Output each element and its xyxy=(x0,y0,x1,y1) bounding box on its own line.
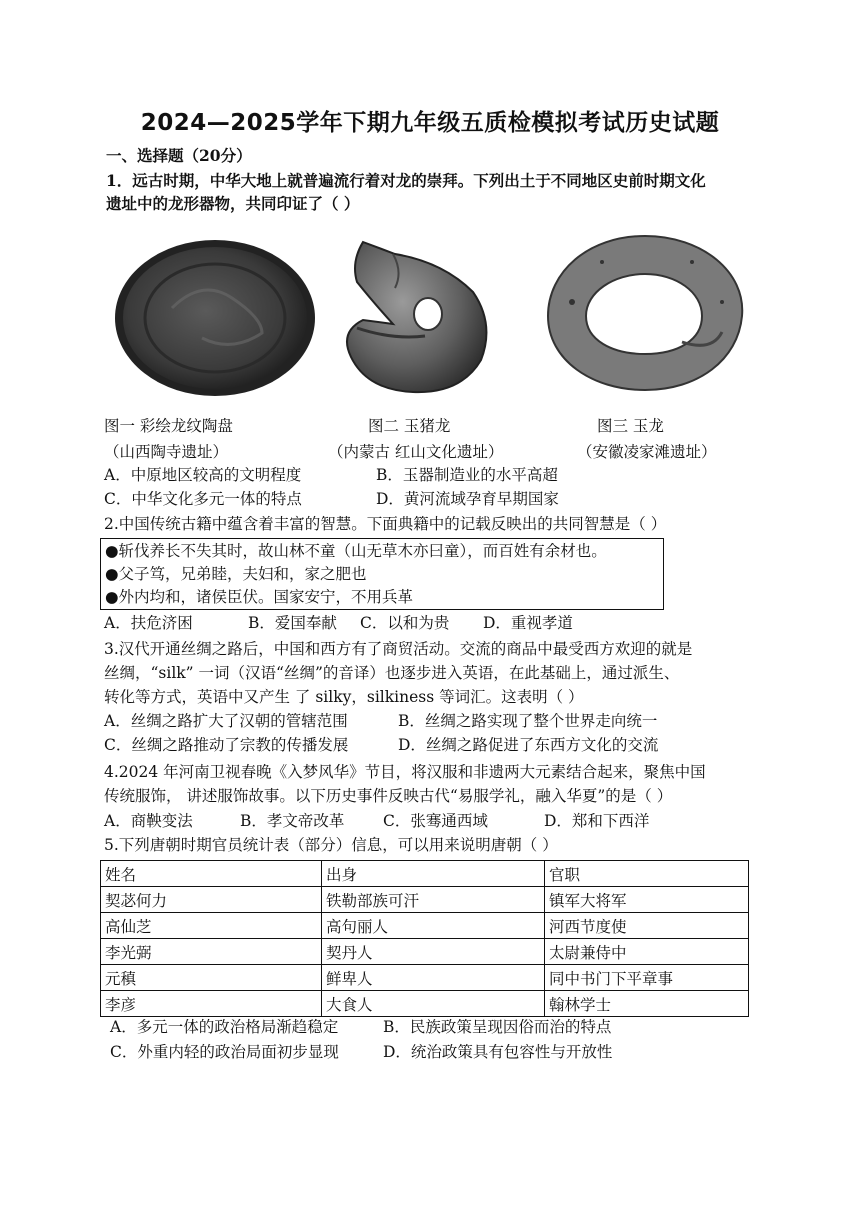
figure3-caption: 图三 玉龙 xyxy=(597,417,664,435)
table-header-office: 官职 xyxy=(545,861,749,887)
table-cell-office: 河西节度使 xyxy=(545,913,749,939)
table-cell-name: 李光弼 xyxy=(101,939,322,965)
q1-option-b[interactable]: B．玉器制造业的水平高超 xyxy=(376,466,558,484)
q1-option-c[interactable]: C．中华文化多元一体的特点 xyxy=(104,490,302,508)
table-cell-office: 镇军大将军 xyxy=(545,887,749,913)
table-cell-origin: 大食人 xyxy=(322,991,545,1017)
jade-dragon-ring-icon xyxy=(542,232,748,394)
table-row xyxy=(101,913,749,939)
q2-stem: 2.中国传统古籍中蕴含着丰富的智慧。下面典籍中的记载反映出的共同智慧是（ ） xyxy=(104,515,667,533)
table-cell-office: 太尉兼侍中 xyxy=(545,939,749,965)
q5-option-a[interactable]: A．多元一体的政治格局渐趋稳定 xyxy=(110,1018,339,1036)
table-row xyxy=(101,991,749,1017)
table-cell-origin: 铁勒部族可汗 xyxy=(322,887,545,913)
q3-stem-line2: 丝绸，“silk” 一词（汉语“丝绸”的音译）也逐步进入英语，在此基础上，通过派生、 xyxy=(104,664,680,682)
officials-table xyxy=(100,860,749,1017)
q4-option-a[interactable]: A．商鞅变法 xyxy=(104,812,193,830)
q4-option-c[interactable]: C．张骞通西域 xyxy=(383,812,488,830)
q5-option-c[interactable]: C．外重内轻的政治局面初步显现 xyxy=(110,1043,339,1061)
q2-option-a[interactable]: A．扶危济困 xyxy=(104,614,193,632)
table-row xyxy=(101,939,749,965)
table-cell-name: 契苾何力 xyxy=(101,887,322,913)
q3-option-a[interactable]: A．丝绸之路扩大了汉朝的管辖范围 xyxy=(104,712,348,730)
q4-option-d[interactable]: D．郑和下西洋 xyxy=(544,812,650,830)
section-heading: 一、选择题（20分） xyxy=(106,146,252,165)
table-cell-origin: 高句丽人 xyxy=(322,913,545,939)
table-row xyxy=(101,887,749,913)
figure3-site: （安徽凌家滩遗址） xyxy=(577,443,717,461)
table-cell-origin: 鲜卑人 xyxy=(322,965,545,991)
table-cell-name: 高仙芝 xyxy=(101,913,322,939)
table-header-name: 姓名 xyxy=(101,861,322,887)
figure1-caption: 图一 彩绘龙纹陶盘 xyxy=(104,417,233,435)
q4-option-b[interactable]: B．孝文帝改革 xyxy=(240,812,345,830)
q2-option-d[interactable]: D．重视孝道 xyxy=(483,614,573,632)
q5-option-b[interactable]: B．民族政策呈现因俗而治的特点 xyxy=(383,1018,612,1036)
q2-quote-1: ●斩伐养长不失其时，故山林不童（山无草木亦曰童），而百姓有余材也。 xyxy=(105,542,607,560)
painted-pottery-plate-icon xyxy=(112,238,318,398)
q2-quote-2: ●父子笃，兄弟睦，夫妇和，家之肥也 xyxy=(105,565,367,583)
figure2-caption: 图二 玉猪龙 xyxy=(368,417,451,435)
jade-pig-dragon-icon xyxy=(333,232,503,398)
q1-stem-line2: 遗址中的龙形器物，共同印证了（ ） xyxy=(106,194,360,213)
table-cell-name: 元稹 xyxy=(101,965,322,991)
q2-option-c[interactable]: C．以和为贵 xyxy=(360,614,450,632)
table-cell-name: 李彦 xyxy=(101,991,322,1017)
table-cell-origin: 契丹人 xyxy=(322,939,545,965)
q5-stem: 5.下列唐朝时期官员统计表（部分）信息，可以用来说明唐朝（ ） xyxy=(104,836,558,854)
table-row xyxy=(101,965,749,991)
exam-title: 2024—2025学年下期九年级五质检模拟考试历史试题 xyxy=(140,110,720,136)
q3-option-d[interactable]: D．丝绸之路促进了东西方文化的交流 xyxy=(398,736,659,754)
q3-stem-line3: 转化等方式，英语中又产生 了 silky，silkiness 等词汇。这表明（ ） xyxy=(104,688,584,706)
q2-option-b[interactable]: B．爱国奉献 xyxy=(248,614,337,632)
q4-stem-line2: 传统服饰， 讲述服饰故事。以下历史事件反映古代“易服学礼，融入华夏”的是（ ） xyxy=(104,787,673,805)
q1-stem-line1: 1．远古时期，中华大地上就普遍流行着对龙的崇拜。下列出土于不同地区史前时期文化 xyxy=(106,171,706,190)
q3-stem-line1: 3.汉代开通丝绸之路后，中国和西方有了商贸活动。交流的商品中最受西方欢迎的就是 xyxy=(104,640,693,658)
figure1-site: （山西陶寺遗址） xyxy=(104,443,229,461)
q4-stem-line1: 4.2024 年河南卫视春晚《入梦风华》节目，将汉服和非遗两大元素结合起来，聚焦中国 xyxy=(104,763,706,781)
q5-option-d[interactable]: D．统治政策具有包容性与开放性 xyxy=(383,1043,613,1061)
q2-quote-3: ●外内均和，诸侯臣伏。国家安宁，不用兵革 xyxy=(105,588,414,606)
q2-quote-box xyxy=(100,538,664,610)
q3-option-c[interactable]: C．丝绸之路推动了宗教的传播发展 xyxy=(104,736,349,754)
figure2-site: （内蒙古 红山文化遗址） xyxy=(328,443,504,461)
q3-option-b[interactable]: B．丝绸之路实现了整个世界走向统一 xyxy=(398,712,658,730)
q1-option-d[interactable]: D．黄河流域孕育早期国家 xyxy=(376,490,559,508)
table-cell-office: 同中书门下平章事 xyxy=(545,965,749,991)
table-header-row xyxy=(101,861,749,887)
table-header-origin: 出身 xyxy=(322,861,545,887)
table-cell-office: 翰林学士 xyxy=(545,991,749,1017)
q1-option-a[interactable]: A．中原地区较高的文明程度 xyxy=(104,466,302,484)
